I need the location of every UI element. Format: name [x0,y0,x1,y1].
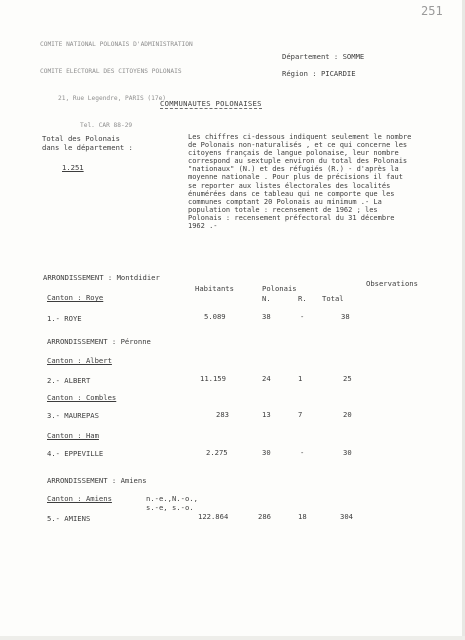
row-eppeville-name: 4.- EPPEVILLE [47,449,104,458]
page-title: COMMUNAUTES POLONAISES [160,99,262,108]
row-eppeville-habitants: 2.275 [206,448,228,457]
row-maurepas-total: 20 [343,410,352,419]
letterhead-line-3: 21, Rue Legendre, PARIS (17e) [58,95,167,102]
row-amiens-habitants: 122.864 [198,512,229,521]
department-value: SOMME [342,52,365,61]
row-eppeville-r: - [300,448,305,457]
row-albert-total: 25 [343,374,352,383]
row-amiens-total: 304 [340,512,353,521]
page-number: 251 [421,4,443,18]
header-observations: Observations [366,279,418,288]
scan-bottom [0,636,465,640]
arrondissement-montdidier: ARRONDISSEMENT : Montdidier [43,273,160,282]
letterhead [40,22,193,139]
region-label: Région : [282,69,317,78]
header-r: R. [298,294,307,303]
header-n: N. [262,294,271,303]
canton-ham: Canton : Ham [47,431,99,440]
row-roye-total: 38 [341,312,350,321]
row-maurepas-r: 7 [298,410,303,419]
canton-roye: Canton : Roye [47,293,104,302]
row-eppeville-n: 30 [262,448,271,457]
letterhead-line-4: Tel. CAR 88-29 [80,122,133,129]
canton-albert: Canton : Albert [47,356,112,365]
letterhead-line-2: COMITE ELECTORAL DES CITOYENS POLONAIS [40,68,182,75]
letterhead-line-1: COMITE NATIONAL POLONAIS D'ADMINISTRATION [40,41,193,48]
arrondissement-amiens: ARRONDISSEMENT : Amiens [47,476,147,485]
row-albert-n: 24 [262,374,271,383]
total-value: 1.251 [62,163,84,172]
row-albert-r: 1 [298,374,303,383]
canton-amiens-note-2: s.-e, s.-o. [146,503,194,512]
total-label-2: dans le département : [42,143,133,152]
region-line [282,69,356,78]
row-roye-n: 38 [262,312,271,321]
arrondissement-peronne: ARRONDISSEMENT : Péronne [47,337,151,346]
row-roye-r: - [300,312,305,321]
header-polonais: Polonais [262,284,297,293]
row-maurepas-name: 3.- MAUREPAS [47,411,99,420]
header-habitants: Habitants [195,284,234,293]
region-value: PICARDIE [320,69,356,78]
canton-amiens-note-1: n.-e.,N.-o., [146,494,198,503]
row-maurepas-habitants: 283 [216,410,229,419]
header-total: Total [322,294,344,303]
row-albert-name: 2.- ALBERT [47,376,91,385]
intro-paragraph: Les chiffres ci-dessous indiquent seulement le nombre de Polonais non-naturalisés , et ce qui concerne les citoyens français de langue polonaise, leur nombre correspond au sextuple environ du total des Polonais "nationaux" (N.) et des réfugiés (R.) - d'après la moyenne nationale . Pour plus de précisions il faut se reporter aux listes électorales des localités énumérées dans ce tableau qui ne comporte que les communes comptant 20 Polonais au minimum .- La population totale : recensement de 1962 ; les Polonais : recensement préfectoral du 31 décembre 1962 .- [188,133,412,231]
row-albert-habitants: 11.159 [200,374,226,383]
row-amiens-name: 5.- AMIENS [47,514,91,523]
row-amiens-r: 18 [298,512,307,521]
row-roye-habitants: 5.089 [204,312,226,321]
canton-combles: Canton : Combles [47,393,117,402]
total-label-1: Total des Polonais [42,134,120,143]
row-maurepas-n: 13 [262,410,271,419]
department-label: Département : [282,52,339,61]
department-line [282,52,364,61]
row-roye-name: 1.- ROYE [47,314,82,323]
row-amiens-n: 286 [258,512,271,521]
row-eppeville-total: 30 [343,448,352,457]
canton-amiens: Canton : Amiens [47,494,112,503]
